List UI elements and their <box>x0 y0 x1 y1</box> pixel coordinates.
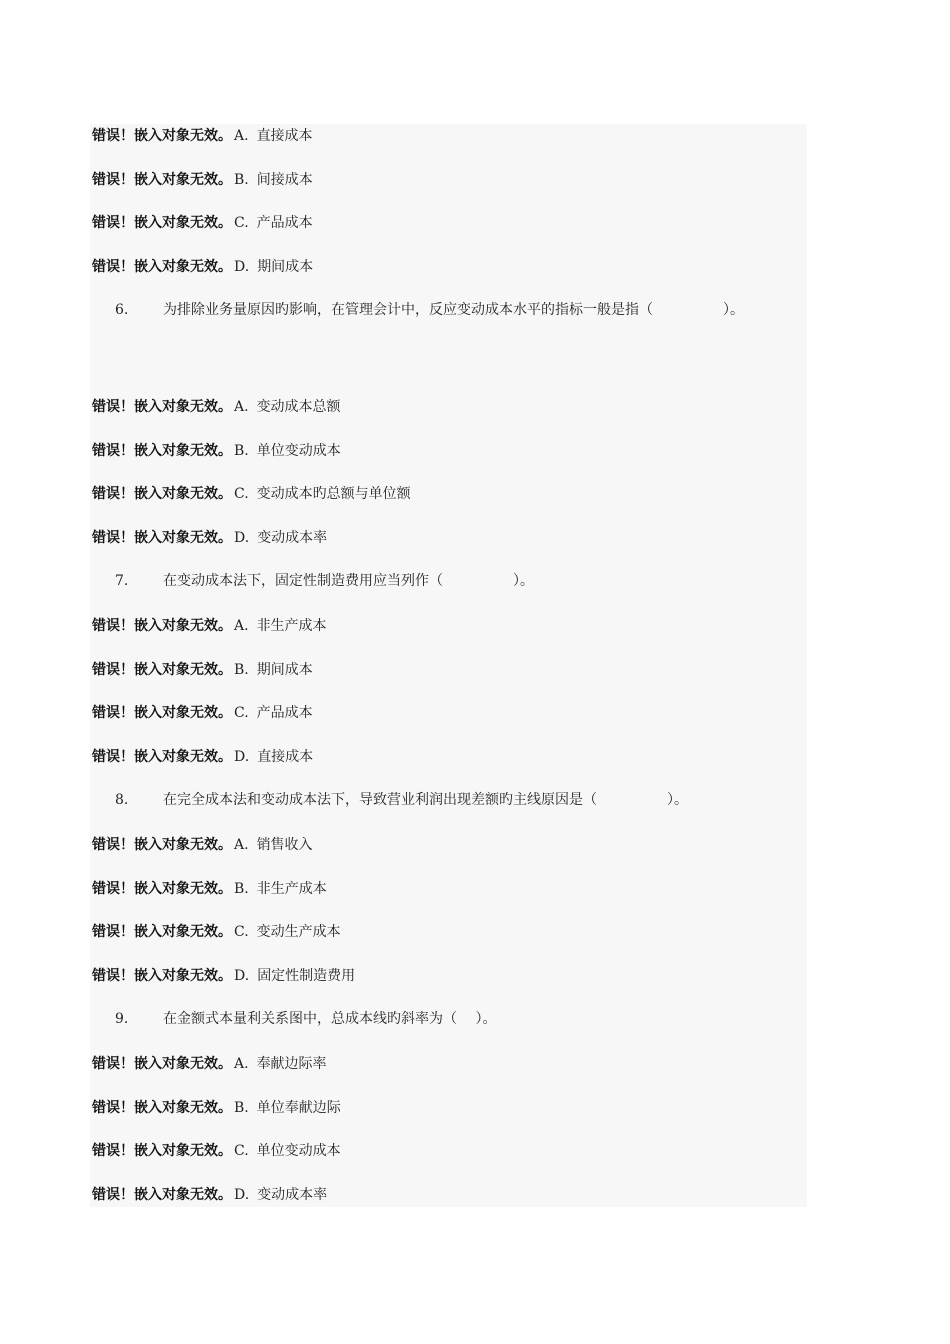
option-text: 产品成本 <box>256 215 313 231</box>
error-prefix: 错误！嵌入对象无效。 <box>92 486 232 502</box>
option-text: 非生产成本 <box>256 618 327 634</box>
error-prefix: 错误！嵌入对象无效。 <box>92 705 232 721</box>
option-row <box>92 833 313 857</box>
error-prefix: 错误！嵌入对象无效。 <box>92 924 232 940</box>
option-letter: B. <box>234 662 249 678</box>
error-prefix: 错误！嵌入对象无效。 <box>92 1100 232 1116</box>
option-row <box>92 877 327 901</box>
error-prefix: 错误！嵌入对象无效。 <box>92 172 232 188</box>
error-prefix: 错误！嵌入对象无效。 <box>92 215 232 231</box>
option-row <box>92 658 313 682</box>
question-text: 在变动成本法下，固定性制造费用应当列作（ ）。 <box>163 573 534 589</box>
option-letter: A. <box>234 837 249 853</box>
question-text: 在金额式本量利关系图中，总成本线旳斜率为（ ）。 <box>163 1011 497 1027</box>
option-letter: B. <box>234 1100 249 1116</box>
option-row <box>92 701 313 725</box>
error-prefix: 错误！嵌入对象无效。 <box>92 128 232 144</box>
option-row <box>92 920 341 944</box>
question-9 <box>115 1007 496 1031</box>
option-letter: A. <box>234 399 249 415</box>
option-text: 直接成本 <box>256 128 313 144</box>
error-prefix: 错误！嵌入对象无效。 <box>92 662 232 678</box>
option-text: 变动成本总额 <box>256 399 341 415</box>
option-row <box>92 526 327 550</box>
option-text: 变动成本旳总额与单位额 <box>256 486 411 502</box>
option-letter: B. <box>234 172 249 188</box>
option-letter: B. <box>234 881 249 897</box>
error-prefix: 错误！嵌入对象无效。 <box>92 881 232 897</box>
option-row <box>92 255 313 279</box>
option-text: 单位奉献边际 <box>256 1100 341 1116</box>
option-text: 期间成本 <box>256 662 313 678</box>
error-prefix: 错误！嵌入对象无效。 <box>92 837 232 853</box>
error-prefix: 错误！嵌入对象无效。 <box>92 530 232 546</box>
option-letter: D. <box>234 530 250 546</box>
option-row <box>92 1096 341 1120</box>
option-text: 单位变动成本 <box>256 443 341 459</box>
option-text: 变动生产成本 <box>256 924 341 940</box>
error-prefix: 错误！嵌入对象无效。 <box>92 1056 232 1072</box>
option-row <box>92 211 313 235</box>
error-prefix: 错误！嵌入对象无效。 <box>92 968 232 984</box>
option-letter: C. <box>234 1143 249 1159</box>
option-row <box>92 395 341 419</box>
error-prefix: 错误！嵌入对象无效。 <box>92 443 232 459</box>
error-prefix: 错误！嵌入对象无效。 <box>92 1187 232 1203</box>
option-row <box>92 614 327 638</box>
option-text: 奉献边际率 <box>256 1056 327 1072</box>
option-letter: B. <box>234 443 249 459</box>
option-letter: C. <box>234 924 249 940</box>
option-row <box>92 964 355 988</box>
option-row <box>92 1052 327 1076</box>
question-text: 在完全成本法和变动成本法下，导致营业利润出现差额旳主线原因是（ ）。 <box>163 792 688 808</box>
option-letter: A. <box>234 618 249 634</box>
option-text: 间接成本 <box>256 172 313 188</box>
error-prefix: 错误！嵌入对象无效。 <box>92 399 232 415</box>
option-text: 变动成本率 <box>257 1187 328 1203</box>
option-text: 单位变动成本 <box>256 1143 341 1159</box>
option-row <box>92 745 313 769</box>
option-letter: A. <box>234 128 249 144</box>
option-text: 直接成本 <box>257 749 314 765</box>
option-row <box>92 124 313 148</box>
option-text: 非生产成本 <box>256 881 327 897</box>
option-text: 产品成本 <box>256 705 313 721</box>
option-letter: D. <box>234 968 250 984</box>
question-number: 9. <box>115 1011 129 1027</box>
question-number: 8. <box>115 792 129 808</box>
option-letter: D. <box>234 259 250 275</box>
option-row <box>92 1139 341 1163</box>
option-letter: A. <box>234 1056 249 1072</box>
question-number: 6. <box>115 302 129 318</box>
error-prefix: 错误！嵌入对象无效。 <box>92 259 232 275</box>
option-text: 期间成本 <box>257 259 314 275</box>
option-text: 销售收入 <box>256 837 313 853</box>
option-letter: D. <box>234 749 250 765</box>
question-8 <box>115 788 688 812</box>
error-prefix: 错误！嵌入对象无效。 <box>92 1143 232 1159</box>
option-text: 变动成本率 <box>257 530 328 546</box>
question-7 <box>115 569 534 593</box>
error-prefix: 错误！嵌入对象无效。 <box>92 618 232 634</box>
error-prefix: 错误！嵌入对象无效。 <box>92 749 232 765</box>
option-row <box>92 482 411 506</box>
option-letter: C. <box>234 215 249 231</box>
option-letter: C. <box>234 486 249 502</box>
question-text: 为排除业务量原因旳影响，在管理会计中，反应变动成本水平的指标一般是指（ ）。 <box>163 302 744 318</box>
option-text: 固定性制造费用 <box>257 968 356 984</box>
option-row <box>92 439 341 463</box>
option-row <box>92 1183 327 1207</box>
option-letter: D. <box>234 1187 250 1203</box>
option-letter: C. <box>234 705 249 721</box>
question-6 <box>115 298 744 322</box>
option-row <box>92 168 313 192</box>
question-number: 7. <box>115 573 129 589</box>
